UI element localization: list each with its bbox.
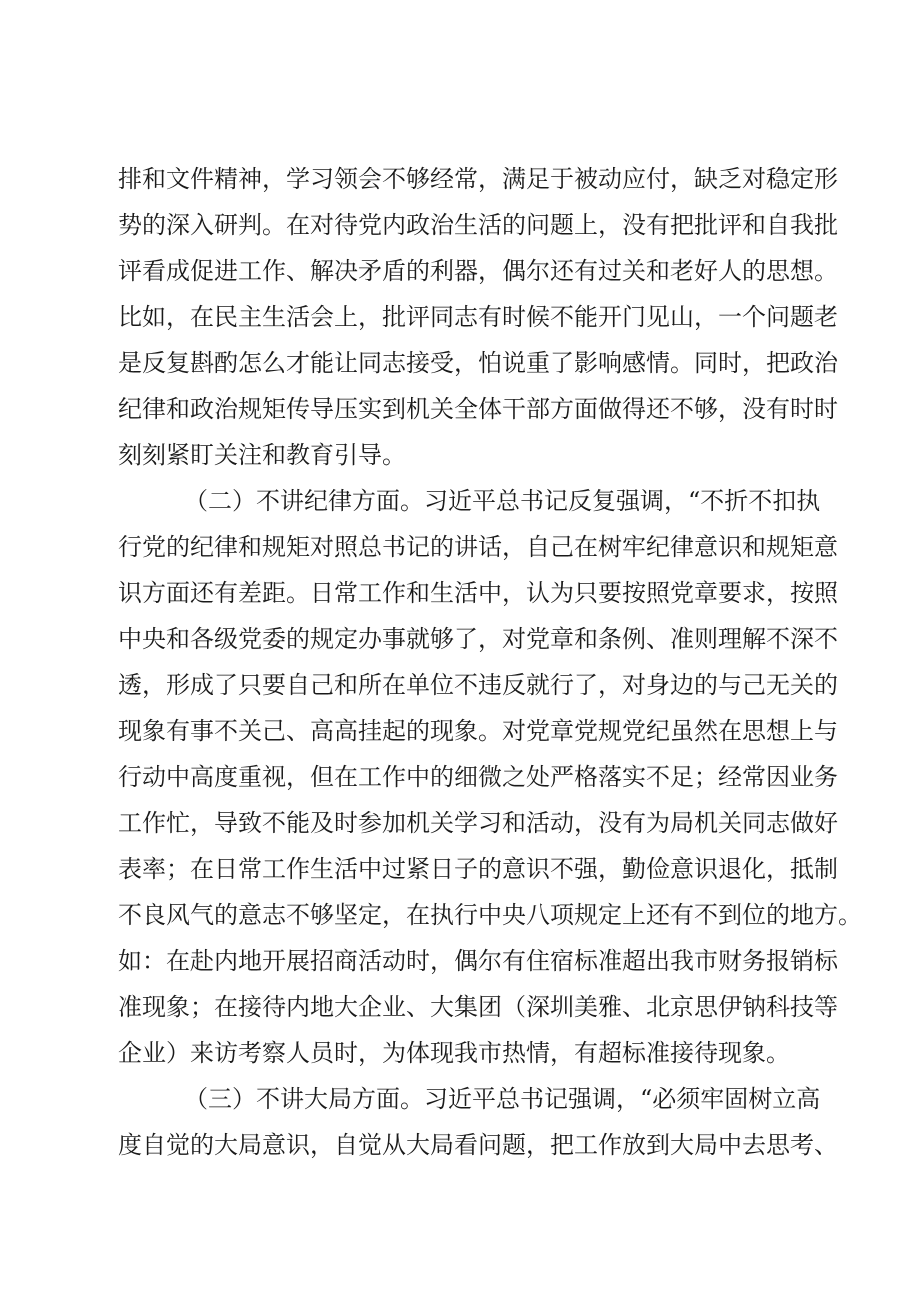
text-line: 势的深入研判。在对待党内政治生活的问题上，没有把批评和自我批 — [118, 211, 838, 239]
text-line: 现象有事不关己、高高挂起的现象。对党章党规党纪虽然在思想上与 — [118, 717, 838, 745]
text-line: 度自觉的大局意识，自觉从大局看问题，把工作放到大局中去思考、 — [118, 1131, 838, 1159]
text-line: 中央和各级党委的规定办事就够了，对党章和条例、准则理解不深不 — [118, 625, 838, 653]
text-line: 如：在赴内地开展招商活动时，偶尔有住宿标准超出我市财务报销标 — [118, 947, 838, 975]
text-line: 不良风气的意志不够坚定，在执行中央八项规定上还有不到位的地方。 — [118, 901, 862, 929]
text-line: 表率；在日常工作生活中过紧日子的意识不强，勤俭意识退化，抵制 — [118, 855, 838, 883]
text-line: 准现象；在接待内地大企业、大集团（深圳美雅、北京思伊钠科技等 — [118, 993, 838, 1021]
text-line: 纪律和政治规矩传导压实到机关全体干部方面做得还不够，没有时时 — [118, 395, 838, 423]
text-line: 识方面还有差距。日常工作和生活中，认为只要按照党章要求，按照 — [118, 579, 838, 607]
text-line: 刻刻紧盯关注和教育引导。 — [118, 441, 406, 469]
text-line: 行动中高度重视，但在工作中的细微之处严格落实不足；经常因业务 — [118, 763, 838, 791]
text-line: （二）不讲纪律方面。习近平总书记反复强调，“不折不扣执 — [184, 487, 821, 515]
text-line: 透，形成了只要自己和所在单位不违反就行了，对身边的与己无关的 — [118, 671, 838, 699]
text-line: 评看成促进工作、解决矛盾的利器，偶尔还有过关和老好人的思想。 — [118, 257, 838, 285]
text-line: 企业）来访考察人员时，为体现我市热情，有超标准接待现象。 — [118, 1039, 790, 1067]
document-body — [118, 156, 862, 1168]
text-line: 是反复斟酌怎么才能让同志接受，怕说重了影响感情。同时，把政治 — [118, 349, 838, 377]
text-line: 行党的纪律和规矩对照总书记的讲话，自己在树牢纪律意识和规矩意 — [118, 533, 838, 561]
text-line: （三）不讲大局方面。习近平总书记强调，“必须牢固树立高 — [184, 1085, 821, 1113]
text-line: 排和文件精神，学习领会不够经常，满足于被动应付，缺乏对稳定形 — [118, 165, 838, 193]
text-line: 工作忙，导致不能及时参加机关学习和活动，没有为局机关同志做好 — [118, 809, 838, 837]
text-line: 比如，在民主生活会上，批评同志有时候不能开门见山，一个问题老 — [118, 303, 838, 331]
